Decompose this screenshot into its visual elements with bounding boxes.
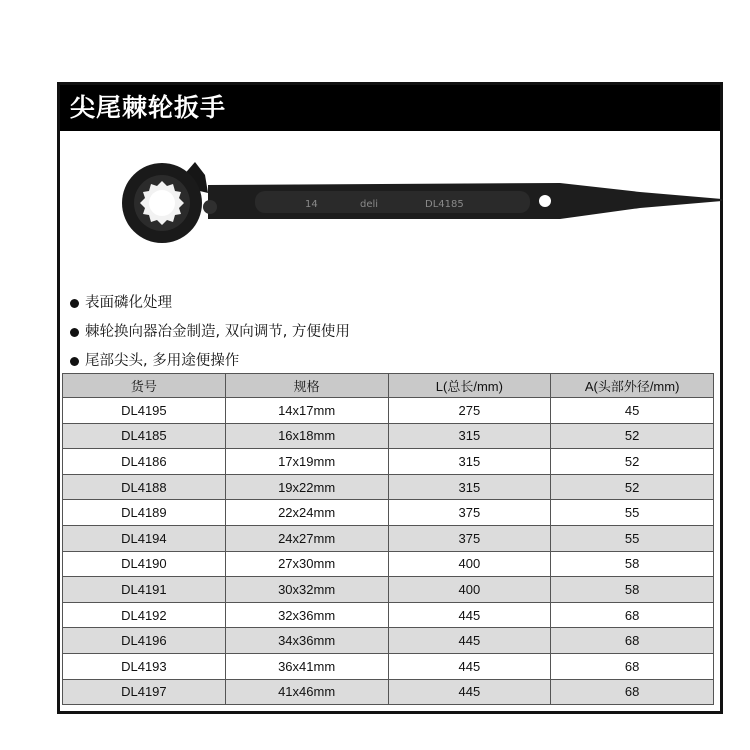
- cell-item-no: DL4197: [63, 679, 226, 705]
- cell-head-diameter: 52: [551, 423, 714, 449]
- cell-head-diameter: 58: [551, 551, 714, 577]
- cell-size: 16x18mm: [225, 423, 388, 449]
- cell-head-diameter: 45: [551, 398, 714, 424]
- page-title: 尖尾棘轮扳手: [60, 85, 720, 131]
- table-row: [63, 577, 714, 603]
- table-row: [63, 628, 714, 654]
- cell-head-diameter: 55: [551, 500, 714, 526]
- table-row: [63, 474, 714, 500]
- bullet-icon: [70, 299, 79, 308]
- cell-size: 34x36mm: [225, 628, 388, 654]
- cell-head-diameter: 68: [551, 628, 714, 654]
- cell-length: 315: [388, 449, 551, 475]
- table-header-row: [63, 374, 714, 398]
- cell-head-diameter: 58: [551, 577, 714, 603]
- wrench-engraving-brand: deli: [360, 199, 379, 210]
- cell-item-no: DL4193: [63, 653, 226, 679]
- cell-length: 375: [388, 500, 551, 526]
- cell-item-no: DL4186: [63, 449, 226, 475]
- cell-length: 445: [388, 628, 551, 654]
- table-row: [63, 449, 714, 475]
- cell-head-diameter: 68: [551, 653, 714, 679]
- table-row: [63, 602, 714, 628]
- cell-item-no: DL4185: [63, 423, 226, 449]
- cell-head-diameter: 68: [551, 602, 714, 628]
- wrench-engraving-model: DL4185: [425, 199, 464, 210]
- table-row: [63, 679, 714, 705]
- cell-length: 445: [388, 679, 551, 705]
- wrench-engraving-panel: [255, 191, 530, 213]
- cell-head-diameter: 55: [551, 525, 714, 551]
- wrench-engraving-size: 14: [305, 199, 318, 210]
- bullet-icon: [70, 357, 79, 366]
- header-length: L(总长/mm): [388, 374, 551, 398]
- table-row: [63, 653, 714, 679]
- cell-item-no: DL4188: [63, 474, 226, 500]
- cell-length: 400: [388, 577, 551, 603]
- spec-table-body: [63, 398, 714, 705]
- cell-length: 275: [388, 398, 551, 424]
- cell-size: 27x30mm: [225, 551, 388, 577]
- feature-item: 棘轮换向器冶金制造, 双向调节, 方便使用: [68, 319, 350, 348]
- cell-head-diameter: 52: [551, 449, 714, 475]
- cell-item-no: DL4189: [63, 500, 226, 526]
- table-row: [63, 423, 714, 449]
- cell-head-diameter: 52: [551, 474, 714, 500]
- product-sheet: [57, 82, 723, 714]
- wrench-hang-hole: [539, 195, 551, 207]
- cell-length: 445: [388, 653, 551, 679]
- cell-size: 14x17mm: [225, 398, 388, 424]
- cell-size: 32x36mm: [225, 602, 388, 628]
- feature-item: 尾部尖头, 多用途便操作: [68, 348, 350, 377]
- cell-item-no: DL4196: [63, 628, 226, 654]
- header-item-no: 货号: [63, 374, 226, 398]
- cell-item-no: DL4195: [63, 398, 226, 424]
- cell-length: 315: [388, 474, 551, 500]
- cell-head-diameter: 68: [551, 679, 714, 705]
- cell-item-no: DL4190: [63, 551, 226, 577]
- cell-length: 375: [388, 525, 551, 551]
- cell-size: 24x27mm: [225, 525, 388, 551]
- cell-item-no: DL4191: [63, 577, 226, 603]
- feature-list: [68, 290, 350, 377]
- header-size: 规格: [225, 374, 388, 398]
- spec-table: [62, 373, 714, 705]
- table-row: [63, 551, 714, 577]
- table-row: [63, 525, 714, 551]
- cell-size: 41x46mm: [225, 679, 388, 705]
- cell-size: 17x19mm: [225, 449, 388, 475]
- cell-length: 315: [388, 423, 551, 449]
- cell-item-no: DL4192: [63, 602, 226, 628]
- cell-size: 19x22mm: [225, 474, 388, 500]
- feature-item: 表面磷化处理: [68, 290, 350, 319]
- table-row: [63, 500, 714, 526]
- cell-size: 22x24mm: [225, 500, 388, 526]
- table-row: [63, 398, 714, 424]
- cell-length: 400: [388, 551, 551, 577]
- ratchet-wrench-image: [90, 145, 730, 265]
- cell-size: 30x32mm: [225, 577, 388, 603]
- cell-item-no: DL4194: [63, 525, 226, 551]
- bullet-icon: [70, 328, 79, 337]
- cell-size: 36x41mm: [225, 653, 388, 679]
- header-head-diameter: A(头部外径/mm): [551, 374, 714, 398]
- cell-length: 445: [388, 602, 551, 628]
